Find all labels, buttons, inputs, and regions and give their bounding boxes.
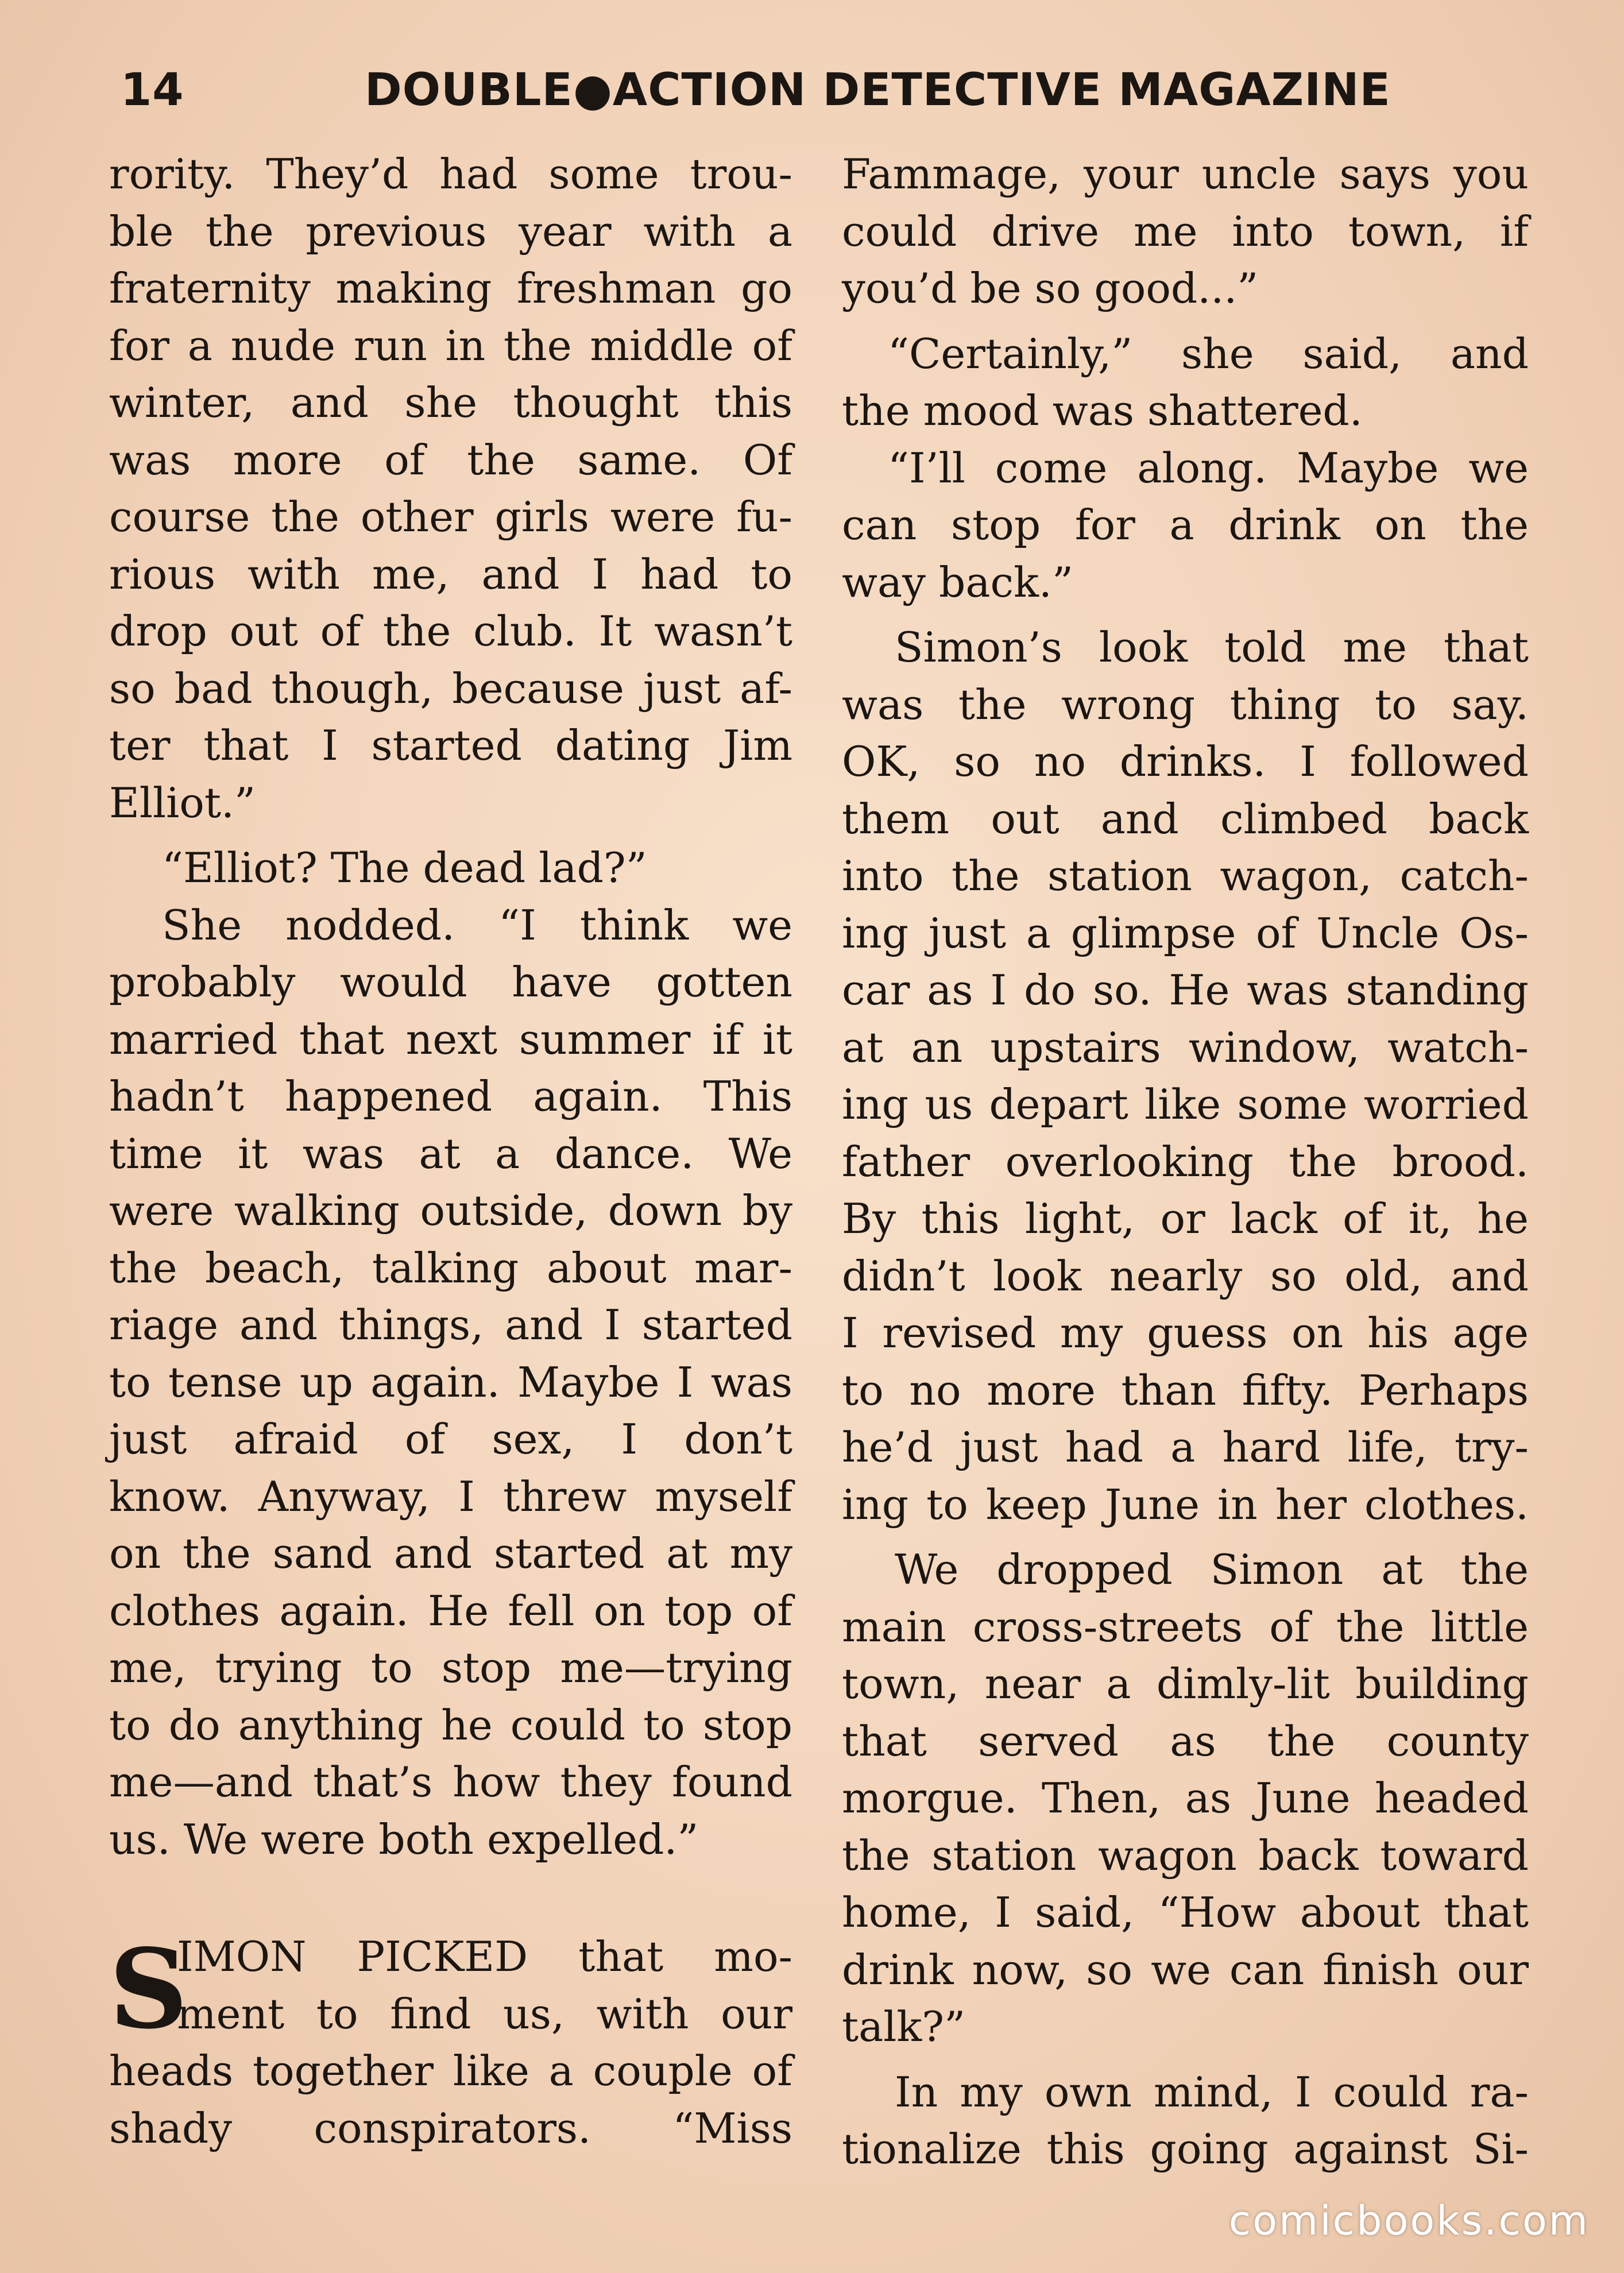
- text-line: ment to find us, with our: [177, 1990, 792, 2039]
- text-line: ter that I started dating Jim: [109, 722, 792, 770]
- text-line: By this light, or lack of it, he: [842, 1195, 1529, 1243]
- text-line: the station wagon back toward: [842, 1831, 1529, 1880]
- text-line: you’d be so good...”: [842, 265, 1259, 313]
- text-line: “Certainly,” she said, and: [888, 330, 1529, 378]
- text-line: that served as the county: [842, 1717, 1529, 1766]
- text-line: I revised my guess on his age: [842, 1309, 1529, 1358]
- text-line: were walking outside, down by: [109, 1187, 792, 1235]
- text-line: married that next summer if it: [109, 1015, 792, 1064]
- text-line: Simon’s look told me that: [895, 624, 1529, 672]
- text-line: me, trying to stop me—trying: [109, 1644, 792, 1692]
- text-line: She nodded. “I think we: [162, 901, 792, 950]
- text-line: heads together like a couple of: [109, 2047, 792, 2096]
- section-start: [109, 1925, 792, 2158]
- text-line: home, I said, “How about that: [842, 1889, 1529, 1937]
- text-line: to no more than fifty. Perhaps: [842, 1366, 1529, 1415]
- text-line: fraternity making freshman go: [109, 265, 792, 313]
- text-line: rious with me, and I had to: [109, 550, 792, 599]
- text-line: Fammage, your uncle says you: [842, 150, 1529, 199]
- text-line: town, near a dimly-lit building: [842, 1660, 1529, 1708]
- text-line: can stop for a drink on the: [842, 501, 1529, 550]
- text-line: “Elliot? The dead lad?”: [162, 844, 647, 892]
- text-line: didn’t look nearly so old, and: [842, 1252, 1529, 1301]
- text-line: for a nude run in the middle of: [109, 322, 792, 370]
- text-line: time it was at a dance. We: [109, 1130, 792, 1178]
- text-line: drink now, so we can finish our: [842, 1946, 1529, 1994]
- text-line: ble the previous year with a: [109, 207, 792, 256]
- text-line: ing just a glimpse of Uncle Os-: [842, 909, 1529, 958]
- text-line: course the other girls were fu-: [109, 493, 792, 542]
- text-line: OK, so no drinks. I followed: [842, 738, 1529, 786]
- text-line: know. Anyway, I threw myself: [109, 1472, 792, 1521]
- drop-cap: S: [109, 1925, 188, 2053]
- text-line: car as I do so. He was standing: [842, 967, 1529, 1015]
- text-line: them out and climbed back: [842, 795, 1529, 844]
- text-line: drop out of the club. It wasn’t: [109, 608, 792, 656]
- text-line: IMON PICKED that mo-: [177, 1933, 792, 1981]
- text-line: so bad though, because just af-: [109, 664, 792, 713]
- text-line: Elliot.”: [109, 779, 256, 828]
- text-line: father overlooking the brood.: [842, 1138, 1529, 1186]
- text-line: just afraid of sex, I don’t: [109, 1416, 792, 1464]
- text-line: to tense up again. Maybe I was: [109, 1358, 792, 1407]
- text-line: In my own mind, I could ra-: [895, 2068, 1529, 2117]
- text-line: riage and things, and I started: [109, 1301, 792, 1350]
- running-head: DOUBLE●ACTION DETECTIVE MAGAZINE: [365, 64, 1391, 116]
- left-column: [109, 146, 792, 2158]
- text-line: talk?”: [842, 2003, 966, 2051]
- text-line: morgue. Then, as June headed: [842, 1775, 1529, 1823]
- text-line: hadn’t happened again. This: [109, 1073, 792, 1121]
- text-line: could drive me into town, if: [842, 207, 1529, 256]
- text-line: the mood was shattered.: [842, 387, 1363, 435]
- text-line: he’d just had a hard life, try-: [842, 1424, 1529, 1472]
- text-line: was more of the same. Of: [109, 436, 792, 485]
- site-watermark: comicbooks.com: [1228, 2197, 1590, 2244]
- text-line: ing us depart like some worried: [842, 1081, 1529, 1129]
- text-line: at an upstairs window, watch-: [842, 1023, 1529, 1072]
- text-line: on the sand and started at my: [109, 1530, 792, 1578]
- text-line: me—and that’s how they found: [109, 1758, 792, 1807]
- text-line: us. We were both expelled.”: [109, 1815, 699, 1864]
- text-line: clothes again. He fell on top of: [109, 1587, 792, 1636]
- text-line: probably would have gotten: [109, 958, 792, 1007]
- text-line: winter, and she thought this: [109, 379, 792, 427]
- text-line: shady conspirators. “Miss: [109, 2104, 792, 2153]
- text-line: main cross-streets of the little: [842, 1603, 1529, 1652]
- text-line: into the station wagon, catch-: [842, 852, 1529, 900]
- page-header: [121, 64, 1391, 127]
- page-number: 14: [121, 64, 184, 116]
- text-line: was the wrong thing to say.: [842, 681, 1529, 729]
- text-line: tionalize this going against Si-: [842, 2125, 1529, 2174]
- text-line: We dropped Simon at the: [895, 1546, 1529, 1594]
- text-line: the beach, talking about mar-: [109, 1244, 792, 1293]
- text-line: to do anything he could to stop: [109, 1701, 792, 1750]
- text-line: ing to keep June in her clothes.: [842, 1480, 1529, 1529]
- right-column: [842, 146, 1529, 2179]
- text-line: way back.”: [842, 558, 1073, 607]
- text-line: rority. They’d had some trou-: [109, 150, 792, 199]
- text-line: “I’ll come along. Maybe we: [888, 444, 1529, 493]
